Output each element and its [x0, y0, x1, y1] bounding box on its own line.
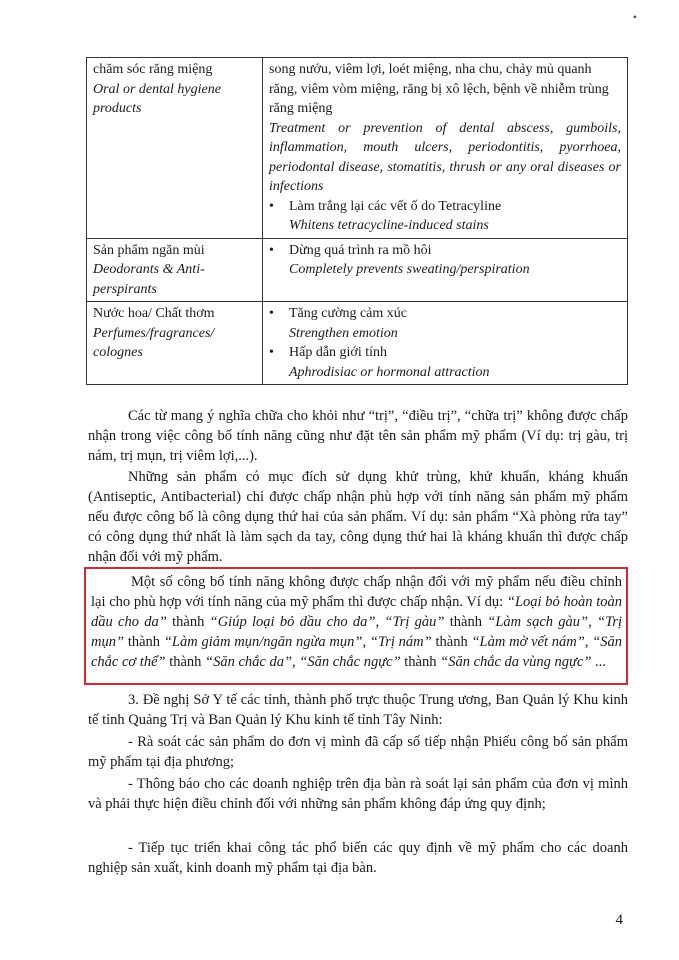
- claims-table: [86, 57, 628, 385]
- connector: thành: [172, 614, 205, 630]
- paragraph-continue: - Tiếp tục triển khai công tác phổ biến các quy định về mỹ phẩm cho các doanh nghiệp sản xuất, kinh doanh mỹ phẩm tại địa bàn.: [88, 840, 628, 876]
- claims-cell: [263, 58, 628, 239]
- claims-cell: [263, 238, 628, 302]
- claim-item: [269, 343, 621, 382]
- claim-vi: Tăng cường cảm xúc: [289, 306, 408, 321]
- claim-from: “Trị nám”: [369, 634, 432, 650]
- claim-en: Strengthen emotion: [289, 325, 398, 341]
- claim-text: [289, 197, 621, 236]
- claim-vi: Làm trắng lại các vết ố do Tetracyline: [289, 198, 502, 214]
- bullet-icon: •: [269, 198, 274, 214]
- page-number: 4: [615, 912, 623, 928]
- claim-text: [289, 304, 621, 343]
- corner-mark: •: [632, 10, 637, 24]
- category-en: Perfumes/fragrances/ colognes: [93, 325, 215, 360]
- category-cell: [87, 58, 263, 239]
- claim-from: “Trị mụn”: [91, 614, 623, 650]
- claim-to: “Săn chắc da vùng ngực”: [440, 654, 592, 670]
- claim-to: “Săn chắc da”: [205, 654, 293, 670]
- claim-text: [269, 60, 621, 197]
- bullet-icon: •: [269, 306, 274, 321]
- table-row: [87, 58, 628, 239]
- claim-to: “Làm mờ vết nám”: [471, 634, 585, 650]
- paragraph-adjusted-claims: [86, 569, 626, 672]
- category-cell: [87, 238, 263, 302]
- connector: thành: [169, 654, 202, 670]
- table-row: [87, 238, 628, 302]
- claim-vi: Hấp dẫn giới tính: [289, 345, 387, 360]
- category-vi: Nước hoa/ Chất thơm: [93, 306, 215, 321]
- paragraph-request: 3. Đề nghị Sở Y tế các tỉnh, thành phố trực thuộc Trung ương, Ban Quản lý Khu kinh tế tỉnh Quảng Trị và Ban Quản lý Khu kinh tế tỉnh Tây Ninh:: [88, 692, 628, 728]
- paragraph-antiseptic: Những sản phẩm có mục đích sử dụng khử trùng, khử khuẩn, kháng khuẩn (Antiseptic, Antibacterial) chỉ được chấp nhận phù hợp với tính năng sản phẩm mỹ phẩm nếu được công bố là công dụng thứ hai của sản phẩm. Ví dụ: sản phẩm “Xà phòng rửa tay” có công dụng thứ nhất là làm sạch da tay, công dụng thứ hai là kháng khuẩn thì được chấp nhận đối với mỹ phẩm.: [88, 469, 628, 565]
- category-en: Oral or dental hygiene products: [93, 81, 221, 116]
- bullet-icon: •: [269, 345, 274, 360]
- claim-en: Treatment or prevention of dental abscess, gumboils, inflammation, mouth ulcers, periodontitis, pyorrhoea, periodontal disease, stomatitis, thrush or any oral diseases or infections: [269, 120, 621, 194]
- category-en: Deodorants & Anti-perspirants: [93, 262, 205, 297]
- claim-from: “Săn chắc cơ thể”: [91, 634, 623, 670]
- claim-from: “Trị gàu”: [384, 614, 445, 630]
- claim-text: [289, 343, 621, 382]
- claim-en: Aphrodisiac or hormonal attraction: [289, 364, 490, 380]
- claim-en: Completely prevents sweating/perspiration: [289, 262, 530, 277]
- claim-text: [289, 241, 621, 280]
- table-row: [87, 302, 628, 385]
- claim-item: [269, 60, 621, 197]
- claim-vi: song nướu, viêm lợi, loét miệng, nha chu, chảy mủ quanh răng, viêm vòm miệng, răng bị xô lệch, bệnh về nhiễm trùng răng miệng: [269, 62, 609, 116]
- claim-item: [269, 197, 621, 236]
- highlighted-box: [84, 567, 628, 685]
- claim-item: [269, 304, 621, 343]
- claim-to: “Làm sạch gàu”: [487, 614, 589, 630]
- claim-from: “Loại bỏ hoàn toàn dầu cho da”: [91, 594, 623, 630]
- paragraph-review: - Rà soát các sản phẩm do đơn vị mình đã cấp số tiếp nhận Phiếu công bố sản phẩm mỹ phẩm tại địa phương;: [88, 734, 628, 770]
- claim-from: “Săn chắc ngực”: [299, 654, 401, 670]
- category-vi: chăm sóc răng miệng: [93, 62, 213, 77]
- claim-vi: Dừng quá trình ra mồ hôi: [289, 242, 432, 258]
- claim-en: Whitens tetracycline-induced stains: [289, 218, 489, 233]
- connector: thành: [435, 634, 468, 650]
- bullet-icon: •: [269, 242, 274, 258]
- connector: thành: [127, 634, 161, 650]
- claim-item: [269, 241, 621, 280]
- category-cell: [87, 302, 263, 385]
- connector: thành: [404, 654, 437, 670]
- category-vi: Sản phẩm ngăn mùi: [93, 242, 205, 258]
- claim-to: “Giúp loại bỏ dầu cho da”: [209, 614, 376, 630]
- paragraph-notify: - Thông báo cho các doanh nghiệp trên địa bàn rà soát lại sản phẩm của đơn vị mình và phải thực hiện điều chỉnh đối với những sản phẩm không đáp ứng quy định;: [88, 776, 628, 812]
- claims-cell: [263, 302, 628, 385]
- adjusted-claims-examples: “Loại bỏ hoàn toàn dầu cho da” thành “Giúp loại bỏ dầu cho da”, “Trị gàu” thành “Làm sạch gàu”, “Trị mụn” thành “Làm giảm mụn/ngăn ngừa mụn”, “Trị nám” thành “Làm mờ vết nám”, “Săn chắc cơ thể” thành “Săn chắc da”, “Săn chắc ngực” thành “Săn chắc da vùng ngực”: [91, 594, 623, 670]
- adjusted-claims-end: ...: [595, 654, 606, 670]
- connector: thành: [449, 614, 482, 630]
- claim-to: “Làm giảm mụn/ngăn ngừa mụn”: [163, 634, 363, 650]
- adjusted-claims-intro: Một số công bố tính năng không được chấp nhận đối với mỹ phẩm nếu điều chỉnh lại cho phù hợp với tính năng của mỹ phẩm thì được chấp nhận. Ví dụ:: [91, 574, 622, 610]
- paragraph-treatment-words: Các từ mang ý nghĩa chữa cho khỏi như “trị”, “điều trị”, “chữa trị” không được chấp nhận trong việc công bố tính năng cũng như đặt tên sản phẩm mỹ phẩm (Ví dụ: trị gàu, trị nám, trị mụn, trị viêm lợi,...).: [88, 408, 628, 464]
- claims-table-body: [87, 58, 628, 385]
